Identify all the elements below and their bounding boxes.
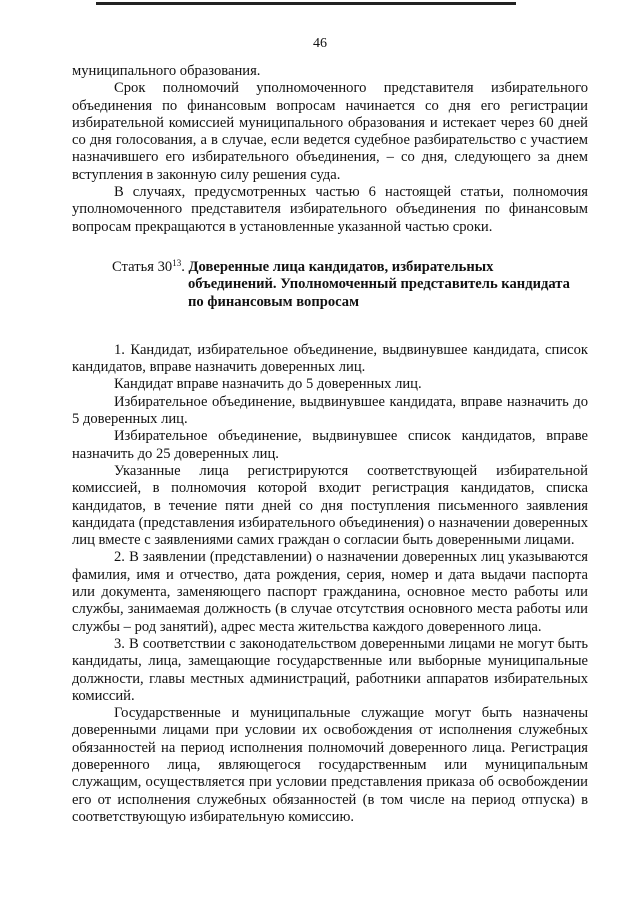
article-prefix: Статья 30 — [112, 258, 173, 275]
paragraph-term: Срок полномочий уполномоченного представителя избирательного объединения по финансовым вопросам начинается со дня его регистрации избирательной комиссией муниципального образования и истекает через 60 дней со дня голосования, а в случае, если ведется судебное разбирательство с участием назначившего его избирательного объединения, – со дня, следующего за днем вступления в законную силу решения суда. — [72, 80, 588, 183]
paragraph-registration: Указанные лица регистрируются соответствующей избирательной комиссией, в полномочия которой входит регистрация кандидатов, списка кандидатов, в течение пяти дней со дня поступления письменного заявления кандидата (представления избирательного объединения) о назначении доверенных лиц вместе с заявлениями самих граждан о согласии быть доверенными лицами. — [72, 462, 588, 549]
paragraph-item-1: 1. Кандидат, избирательное объединение, выдвинувшее кандидата, список кандидатов, вправе назначить доверенных лиц. — [72, 341, 588, 376]
article-superscript: 13 — [172, 257, 182, 268]
article-heading-first-line — [72, 259, 588, 276]
page-number: 46 — [313, 36, 327, 51]
article-title-second: объединений. Уполномоченный представитель кандидата — [188, 276, 570, 293]
article-heading — [72, 259, 588, 311]
paragraph-item-3: 3. В соответствии с законодательством доверенными лицами не могут быть кандидаты, лица, замещающие государственные или выборные муниципальные должности, главы местных администраций, работники аппаратов избирательных комиссий. — [72, 635, 588, 704]
article-suffix: . — [181, 258, 185, 275]
paragraph-continuation: муниципального образования. — [72, 63, 261, 79]
article-number — [112, 259, 185, 275]
top-rule — [96, 2, 516, 5]
article-title-third: по финансовым вопросам — [188, 293, 360, 310]
article-title-first: Доверенные лица кандидатов, избирательных — [188, 258, 494, 275]
paragraph-civil-servants: Государственные и муниципальные служащие могут быть назначены доверенными лицами при условии их освобождения от исполнения служебных обязанностей на период исполнения полномочий доверенного лица. Регистрация доверенного лица, являющегося государственным или муниципальным служащим, осуществляется при условии представления приказа об освобождении его от исполнения служебных обязанностей (в том числе на период отпуска) в соответствующую избирательную комиссию. — [72, 705, 588, 825]
paragraph-candidate-limit: Кандидат вправе назначить до 5 доверенных лиц. — [114, 376, 422, 393]
paragraph-association-limit: Избирательное объединение, выдвинувшее кандидата, вправе назначить до 5 доверенных лиц. — [72, 393, 588, 428]
page-body — [72, 63, 588, 826]
paragraph-list-limit: Избирательное объединение, выдвинувшее список кандидатов, вправе назначить до 25 доверенных лиц. — [72, 428, 588, 462]
paragraph-termination: В случаях, предусмотренных частью 6 настоящей статьи, полномочия уполномоченного представителя избирательного объединения по финансовым вопросам прекращаются в установленные указанной частью сроки. — [72, 184, 588, 235]
paragraph-item-2: 2. В заявлении (представлении) о назначении доверенных лиц указываются фамилия, имя и отчество, дата рождения, серия, номер и дата выдачи паспорта или документа, заменяющего паспорт гражданина, основное место работы или службы, занимаемая должность (в случае отсутствия основного места работы или службы – род занятий), адрес места жительства каждого доверенного лица. — [72, 549, 588, 635]
